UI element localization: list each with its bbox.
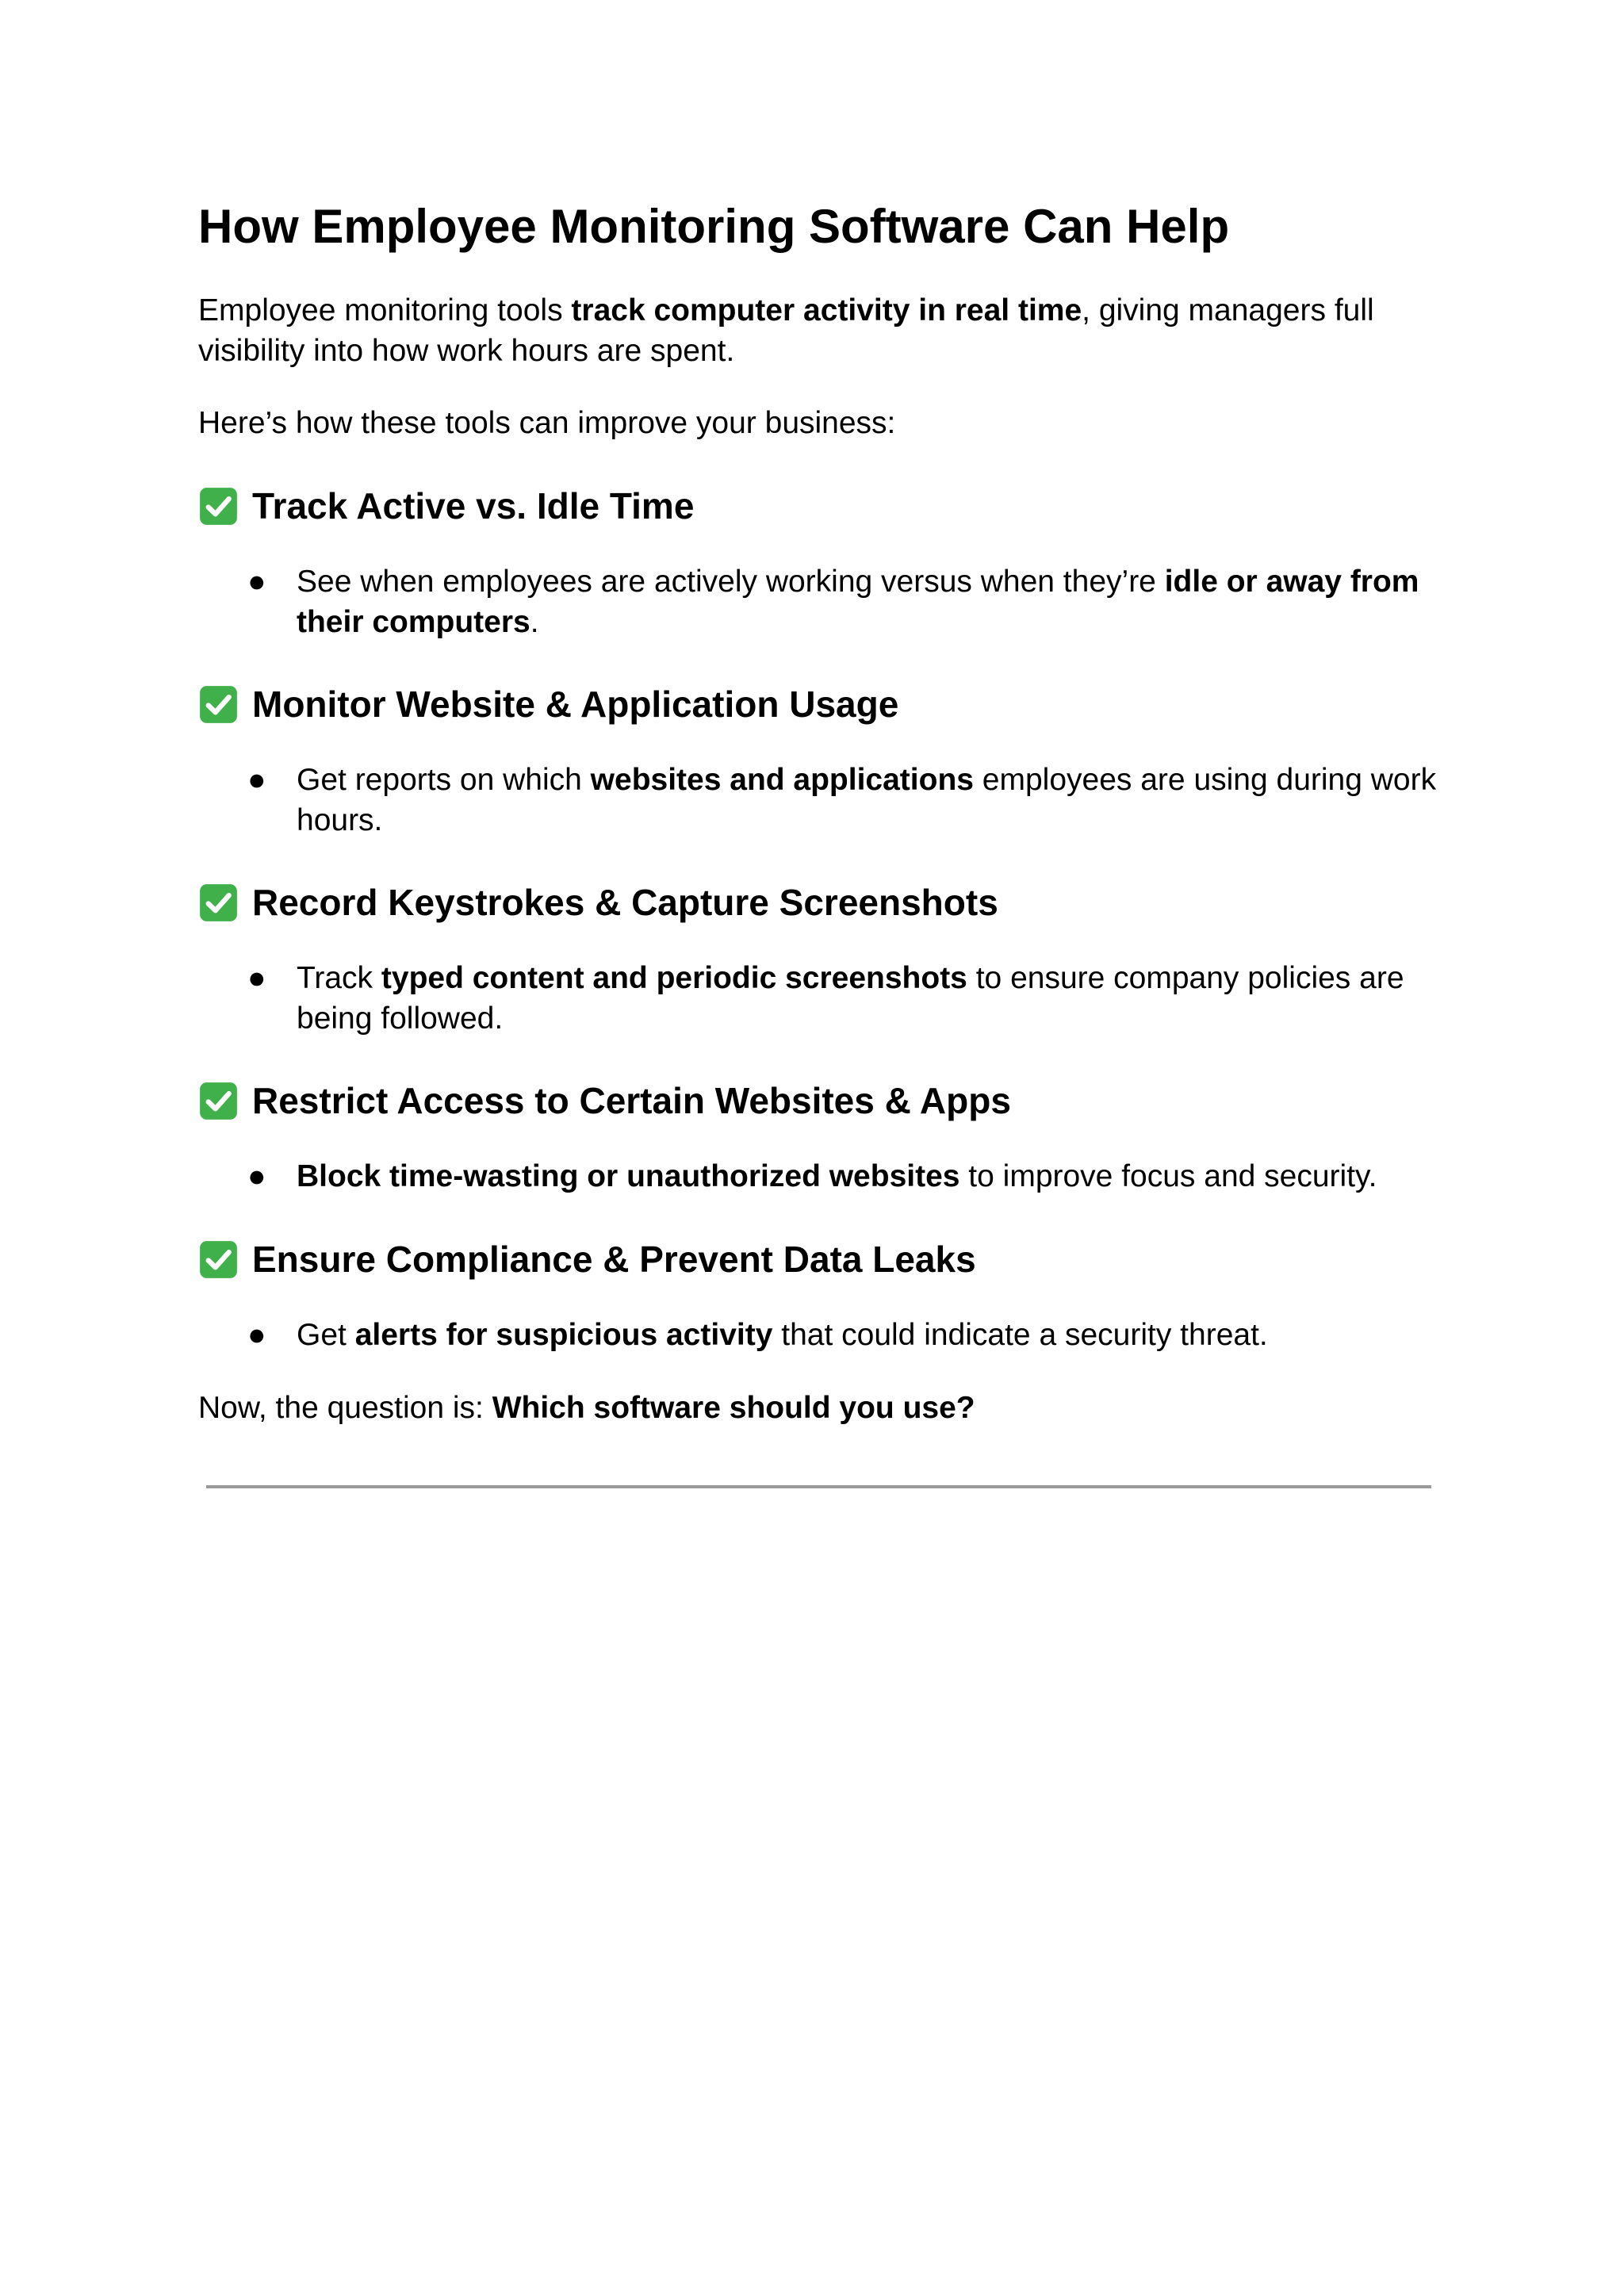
intro-bold-text: track computer activity in real time	[571, 293, 1082, 327]
list-item	[247, 760, 1437, 841]
list-item	[247, 1156, 1437, 1197]
check-mark-icon	[198, 684, 239, 725]
closing-paragraph	[198, 1388, 1435, 1428]
list-item-text-end: to improve focus and security.	[959, 1159, 1377, 1193]
section-heading-restrict-access	[198, 1078, 1011, 1123]
list-item-bold-text: idle or away from their computers	[297, 565, 1419, 639]
check-mark-icon	[198, 1081, 239, 1121]
section-heading-text: Track Active vs. Idle Time	[252, 485, 695, 527]
section-heading-text: Restrict Access to Certain Websites & Apps	[252, 1080, 1011, 1121]
bullet-icon: ●	[247, 763, 266, 797]
check-mark-icon	[198, 1239, 239, 1280]
list-item-text	[297, 760, 1437, 841]
list-item-text-end: employees are using during work hours.	[297, 763, 1437, 837]
list-item-text-end: .	[530, 605, 539, 639]
list-item-bold-text: typed content and periodic screenshots	[381, 961, 967, 995]
list-item-bold-text: Block time-wasting or unauthorized websites	[297, 1159, 960, 1193]
list-item-text-start: Track	[297, 961, 381, 995]
list-item-bold-text: websites and applications	[590, 763, 974, 797]
section-heading-keystrokes	[198, 880, 998, 925]
bullet-icon: ●	[247, 1159, 266, 1193]
bullet-icon: ●	[247, 1318, 266, 1352]
page-title: How Employee Monitoring Software Can Help	[198, 200, 1230, 253]
list-item-text-start: Get	[297, 1318, 355, 1352]
section-heading-website-usage	[198, 682, 898, 726]
list-item	[247, 958, 1437, 1039]
lead-paragraph: Here’s how these tools can improve your business:	[198, 406, 896, 440]
list-item-text-end: that could indicate a security threat.	[772, 1318, 1268, 1352]
list-item-text	[297, 1315, 1437, 1355]
list-item	[247, 561, 1437, 642]
list-item-text-start: Get reports on which	[297, 763, 591, 797]
horizontal-rule	[206, 1485, 1431, 1488]
section-heading-compliance	[198, 1237, 976, 1281]
list-item-text-end: to ensure company policies are being followed.	[297, 961, 1404, 1036]
list-item-text	[297, 958, 1437, 1039]
check-mark-icon	[198, 883, 239, 923]
closing-bold-text: Which software should you use?	[492, 1391, 975, 1425]
intro-text: Employee monitoring tools	[198, 293, 572, 327]
bullet-icon: ●	[247, 565, 266, 599]
intro-paragraph	[198, 290, 1435, 371]
bullet-icon: ●	[247, 961, 266, 995]
list-item-text	[297, 561, 1437, 642]
list-item-text	[297, 1156, 1437, 1197]
intro-text-end: , giving managers full visibility into how work hours are spent.	[198, 293, 1374, 368]
closing-text: Now, the question is:	[198, 1391, 492, 1425]
section-heading-text: Record Keystrokes & Capture Screenshots	[252, 882, 998, 923]
section-heading-idle-time	[198, 484, 694, 528]
check-mark-icon	[198, 486, 239, 527]
list-item-bold-text: alerts for suspicious activity	[354, 1318, 773, 1352]
list-item	[247, 1315, 1437, 1355]
list-item-text-start: See when employees are actively working versus when they’re	[297, 565, 1165, 599]
section-heading-text: Ensure Compliance & Prevent Data Leaks	[252, 1239, 976, 1280]
section-heading-text: Monitor Website & Application Usage	[252, 684, 899, 725]
